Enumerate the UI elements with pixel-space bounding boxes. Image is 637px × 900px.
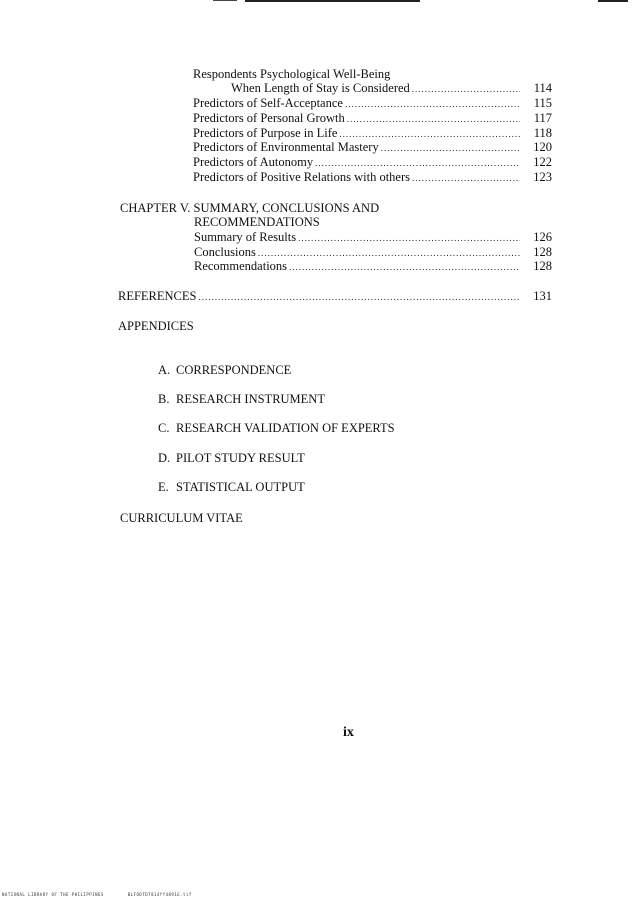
appendix-label: CORRESPONDENCE xyxy=(176,363,292,377)
toc-entry-label: Summary of Results xyxy=(194,230,297,244)
toc-entry xyxy=(193,155,552,171)
toc-leader-dots xyxy=(412,82,520,97)
appendix-item xyxy=(158,392,325,407)
toc-chapter-5-title-cont: RECOMMENDATIONS xyxy=(194,215,320,229)
appendix-label: PILOT STUDY RESULT xyxy=(176,451,305,465)
scan-footer-stamp xyxy=(2,892,216,897)
toc-entry-page: 120 xyxy=(533,140,552,154)
toc-entry-page: 115 xyxy=(533,96,552,110)
toc-entry-page: 117 xyxy=(533,111,552,125)
toc-entry-references xyxy=(118,289,552,305)
appendix-letter: C. xyxy=(158,421,170,435)
toc-entry-label: Conclusions xyxy=(194,245,256,259)
toc-entry xyxy=(193,111,552,127)
toc-entry-label: Predictors of Autonomy xyxy=(193,155,314,169)
toc-entry-label: Predictors of Environmental Mastery xyxy=(193,140,379,154)
appendix-label: RESEARCH VALIDATION OF EXPERTS xyxy=(176,421,395,435)
toc-leader-dots xyxy=(315,156,520,171)
toc-entry-label: Recommendations xyxy=(194,259,288,273)
toc-entry-label: Predictors of Purpose in Life xyxy=(193,126,338,140)
appendix-item xyxy=(158,363,291,378)
toc-entry-page: 126 xyxy=(533,230,552,244)
footer-file-id: BLFODTD7814ff4891E.tif xyxy=(127,892,192,897)
toc-entry xyxy=(193,170,552,186)
toc-entry-page: 123 xyxy=(533,170,552,184)
appendix-label: RESEARCH INSTRUMENT xyxy=(176,392,325,406)
toc-entry-page: 131 xyxy=(533,289,552,303)
toc-heading-psych-wellbeing: Respondents Psychological Well-Being xyxy=(193,67,391,81)
toc-entry-label: Predictors of Personal Growth xyxy=(193,111,345,125)
appendix-item xyxy=(158,451,305,466)
toc-entry-page: 118 xyxy=(533,126,552,140)
toc-leader-dots xyxy=(345,97,520,112)
toc-leader-dots xyxy=(298,231,520,246)
page-number: ix xyxy=(343,725,354,740)
toc-leader-dots xyxy=(289,260,520,275)
toc-entry xyxy=(194,259,552,275)
toc-leader-dots xyxy=(199,290,521,305)
toc-appendices-title: APPENDICES xyxy=(118,319,194,333)
toc-entry-page: 128 xyxy=(533,245,552,259)
toc-entry-label: Predictors of Self-Acceptance xyxy=(193,96,343,110)
toc-entry xyxy=(194,230,552,246)
toc-curriculum-vitae: CURRICULUM VITAE xyxy=(120,511,243,525)
scan-top-rule xyxy=(245,0,420,2)
toc-entry xyxy=(193,140,552,156)
toc-leader-dots xyxy=(412,171,520,186)
toc-entry-page: 114 xyxy=(533,81,552,95)
toc-chapter-5-title: CHAPTER V. SUMMARY, CONCLUSIONS AND xyxy=(120,201,380,215)
appendix-letter: D. xyxy=(158,451,171,465)
scan-top-rule-right xyxy=(598,0,628,2)
toc-entry xyxy=(193,96,552,112)
footer-library-name: NATIONAL LIBRARY OF THE PHILIPPINES xyxy=(2,892,104,897)
toc-entry-page: 122 xyxy=(533,155,552,169)
appendix-letter: E. xyxy=(158,480,169,494)
toc-entry-page: 128 xyxy=(533,259,552,273)
toc-leader-dots xyxy=(347,112,520,127)
appendix-item xyxy=(158,421,395,436)
scan-mark xyxy=(213,0,237,1)
toc-entry-label: When Length of Stay is Considered xyxy=(231,81,410,95)
appendix-item xyxy=(158,480,305,495)
toc-entry-label: Predictors of Positive Relations with others xyxy=(193,170,410,184)
appendix-letter: A. xyxy=(158,363,171,377)
toc-entry-label: REFERENCES xyxy=(118,289,197,303)
appendix-letter: B. xyxy=(158,392,170,406)
appendix-label: STATISTICAL OUTPUT xyxy=(176,480,305,494)
toc-entry xyxy=(231,81,552,97)
toc-leader-dots xyxy=(381,141,520,156)
